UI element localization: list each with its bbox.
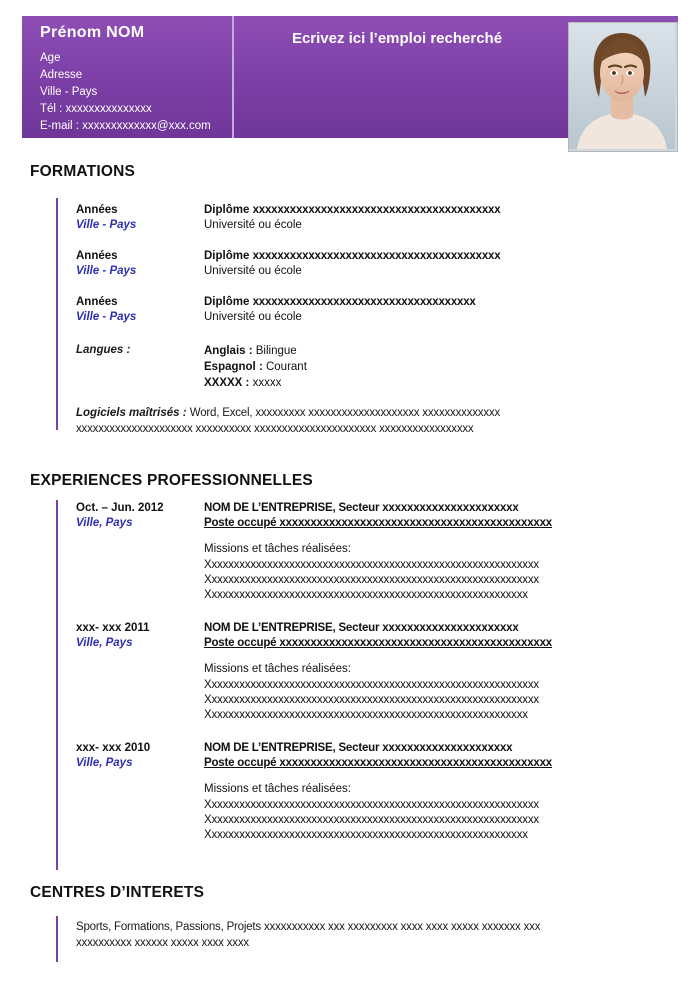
- formation-row: [76, 203, 656, 233]
- portrait-illustration: [569, 23, 675, 149]
- formation-years: Années: [76, 296, 118, 308]
- missions-label: Missions et tâches réalisées:: [204, 663, 352, 675]
- experience-row: [76, 501, 661, 603]
- formation-diploma-value: xxxxxxxxxxxxxxxxxxxxxxxxxxxxxxxxxxxxxxxx: [252, 250, 501, 262]
- langue-level: Courant: [265, 361, 307, 373]
- interests-line1: Sports, Formations, Passions, Projets xxxxxxxxxxx xxx xxxxxxxxx xxxx xxxx xxxxx xxxxxxx xxx: [76, 921, 541, 933]
- mission-line: Xxxxxxxxxxxxxxxxxxxxxxxxxxxxxxxxxxxxxxxxxxxxxxxxxxxxxxxxxxxx: [204, 679, 539, 691]
- formation-school: Université ou école: [204, 311, 302, 323]
- experience-row: [76, 621, 661, 723]
- experience-row: [76, 741, 661, 843]
- experience-period: Oct. – Jun. 2012: [76, 502, 164, 514]
- interests-rule: [56, 916, 58, 962]
- candidate-photo: [568, 22, 678, 152]
- identity-email: E-mail : xxxxxxxxxxxxx@xxx.com: [40, 120, 211, 132]
- formation-place: Ville - Pays: [76, 311, 137, 323]
- formation-place: Ville - Pays: [76, 265, 137, 277]
- langue-name: Espagnol :: [204, 361, 263, 373]
- mission-line: Xxxxxxxxxxxxxxxxxxxxxxxxxxxxxxxxxxxxxxxxxxxxxxxxxxxxxxxxxxxx: [204, 694, 539, 706]
- identity-city-country: Ville - Pays: [40, 86, 98, 98]
- identity-age: Age: [40, 52, 61, 64]
- mission-line: Xxxxxxxxxxxxxxxxxxxxxxxxxxxxxxxxxxxxxxxxxxxxxxxxxxxxxxxxxx: [204, 709, 528, 721]
- formation-place: Ville - Pays: [76, 219, 137, 231]
- experience-place: Ville, Pays: [76, 637, 133, 649]
- experience-company: NOM DE L’ENTREPRISE, Secteur xxxxxxxxxxxxxxxxxxxxxx: [204, 502, 519, 514]
- logiciels-line1: Word, Excel, xxxxxxxxx xxxxxxxxxxxxxxxxxxxx xxxxxxxxxxxxxx: [189, 407, 500, 419]
- langue-item: [204, 375, 307, 391]
- formation-diploma-label: Diplôme: [204, 296, 250, 308]
- formation-school: Université ou école: [204, 219, 302, 231]
- mission-line: Xxxxxxxxxxxxxxxxxxxxxxxxxxxxxxxxxxxxxxxxxxxxxxxxxxxxxxxxxxxx: [204, 799, 539, 811]
- formation-diploma-value: xxxxxxxxxxxxxxxxxxxxxxxxxxxxxxxxxxxx: [252, 296, 476, 308]
- formation-diploma-label: Diplôme: [204, 250, 250, 262]
- mission-line: Xxxxxxxxxxxxxxxxxxxxxxxxxxxxxxxxxxxxxxxxxxxxxxxxxxxxxxxxxx: [204, 829, 528, 841]
- experience-place: Ville, Pays: [76, 517, 133, 529]
- formation-diploma-label: Diplôme: [204, 204, 250, 216]
- interests-line2: xxxxxxxxxx xxxxxx xxxxx xxxx xxxx: [76, 937, 249, 949]
- experience-post: Poste occupé xxxxxxxxxxxxxxxxxxxxxxxxxxxxxxxxxxxxxxxxxxxx: [204, 637, 552, 649]
- experience-post: Poste occupé xxxxxxxxxxxxxxxxxxxxxxxxxxxxxxxxxxxxxxxxxxxx: [204, 517, 552, 529]
- mission-line: Xxxxxxxxxxxxxxxxxxxxxxxxxxxxxxxxxxxxxxxxxxxxxxxxxxxxxxxxxx: [204, 589, 528, 601]
- logiciels-label: Logiciels maîtrisés :: [76, 407, 187, 419]
- formation-years: Années: [76, 204, 118, 216]
- interests-block: [76, 919, 661, 951]
- section-title-formations: FORMATIONS: [30, 163, 136, 180]
- formation-years: Années: [76, 250, 118, 262]
- langue-item: [204, 359, 307, 375]
- section-title-experiences: EXPERIENCES PROFESSIONNELLES: [30, 472, 313, 489]
- job-title: Ecrivez ici l’emploi recherché: [291, 30, 503, 47]
- formation-school: Université ou école: [204, 265, 302, 277]
- section-title-interests: CENTRES D’INTERETS: [30, 884, 205, 901]
- experience-company: NOM DE L’ENTREPRISE, Secteur xxxxxxxxxxxxxxxxxxxxx: [204, 742, 513, 754]
- candidate-name: Prénom NOM: [40, 24, 145, 41]
- mission-line: Xxxxxxxxxxxxxxxxxxxxxxxxxxxxxxxxxxxxxxxxxxxxxxxxxxxxxxxxxxxx: [204, 559, 539, 571]
- langue-level: xxxxx: [252, 377, 282, 389]
- formation-row: [76, 295, 656, 325]
- formation-diploma-value: xxxxxxxxxxxxxxxxxxxxxxxxxxxxxxxxxxxxxxxx: [252, 204, 501, 216]
- formation-row: [76, 249, 656, 279]
- formations-list: [76, 203, 656, 391]
- langues-row: [76, 343, 656, 391]
- experience-company: NOM DE L’ENTREPRISE, Secteur xxxxxxxxxxxxxxxxxxxxxx: [204, 622, 519, 634]
- langues-label: Langues :: [76, 344, 131, 356]
- formations-rule: [56, 198, 58, 430]
- identity-phone: Tél : xxxxxxxxxxxxxxx: [40, 103, 152, 115]
- logiciels-line2: xxxxxxxxxxxxxxxxxxxxx xxxxxxxxxx xxxxxxxxxxxxxxxxxxxxxx xxxxxxxxxxxxxxxxx: [76, 423, 474, 435]
- missions-label: Missions et tâches réalisées:: [204, 783, 352, 795]
- experience-period: xxx- xxx 2010: [76, 742, 151, 754]
- logiciels-block: [76, 405, 661, 437]
- langue-item: [204, 343, 307, 359]
- missions-label: Missions et tâches réalisées:: [204, 543, 352, 555]
- langue-name: XXXXX :: [204, 377, 250, 389]
- experience-place: Ville, Pays: [76, 757, 133, 769]
- experience-post: Poste occupé xxxxxxxxxxxxxxxxxxxxxxxxxxxxxxxxxxxxxxxxxxxx: [204, 757, 552, 769]
- experiences-rule: [56, 500, 58, 870]
- experience-period: xxx- xxx 2011: [76, 622, 150, 634]
- mission-line: Xxxxxxxxxxxxxxxxxxxxxxxxxxxxxxxxxxxxxxxxxxxxxxxxxxxxxxxxxxxx: [204, 574, 539, 586]
- mission-line: Xxxxxxxxxxxxxxxxxxxxxxxxxxxxxxxxxxxxxxxxxxxxxxxxxxxxxxxxxxxx: [204, 814, 539, 826]
- langue-name: Anglais :: [204, 345, 253, 357]
- langue-level: Bilingue: [255, 345, 297, 357]
- identity-address: Adresse: [40, 69, 83, 81]
- identity-block: [22, 16, 234, 138]
- experiences-list: [76, 501, 661, 843]
